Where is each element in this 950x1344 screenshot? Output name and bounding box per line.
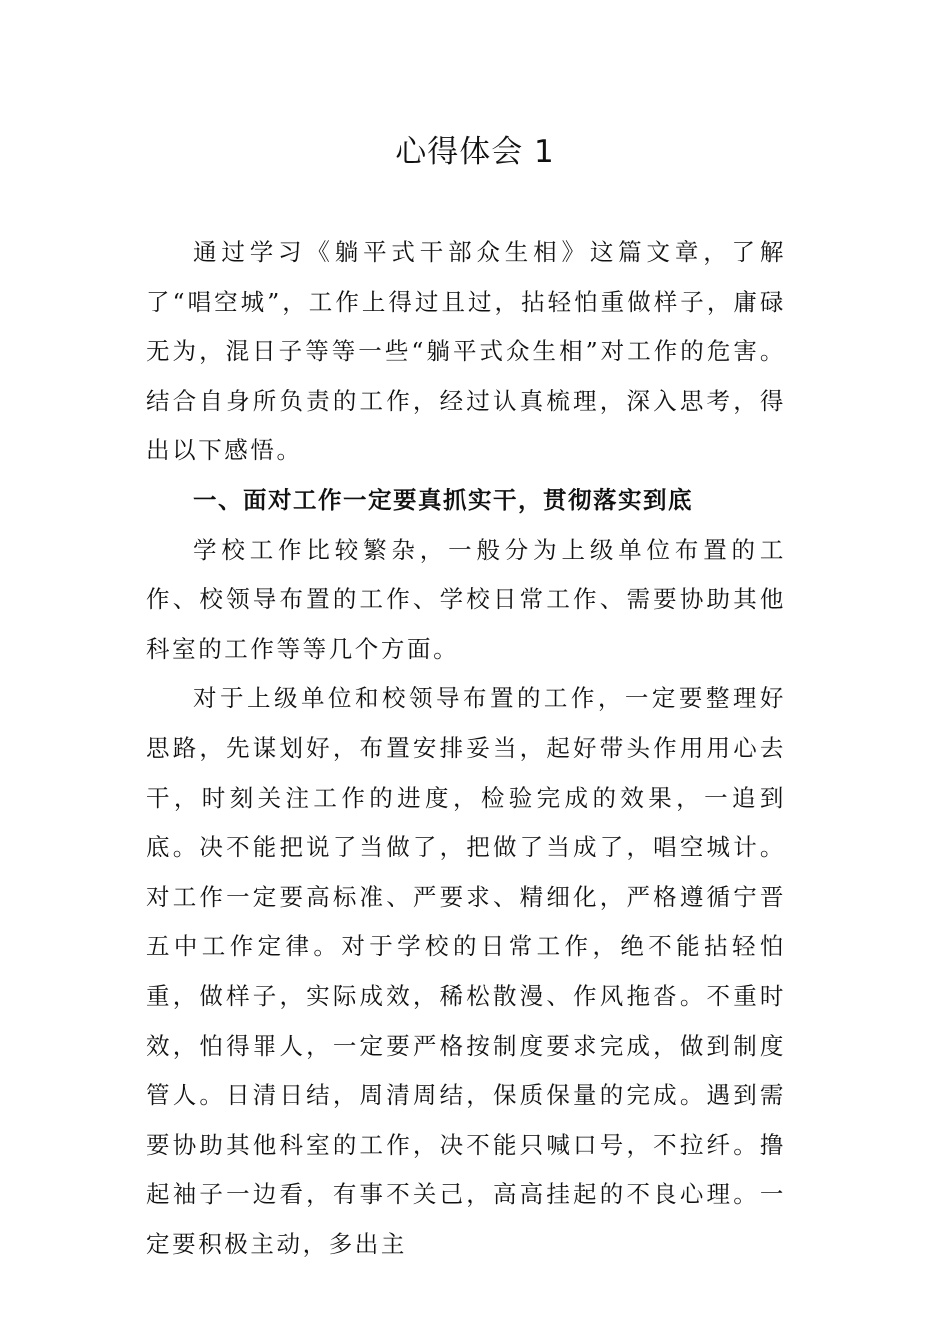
section-heading-1: 一、面对工作一定要真抓实干，贯彻落实到底 [193,485,693,514]
paragraph-intro: 通过学习《躺平式干部众生相》这篇文章，了解了“唱空城”，工作上得过且过，拈轻怕重做样子，庸碌无为，混日子等等一些“躺平式众生相”对工作的危害。结合自身所负责的工作，经过认真梳理，深入思考，得出以下感悟。 [146,238,786,465]
document-title: 心得体会 1 [395,134,555,170]
paragraph-work-approach: 对于上级单位和校领导布置的工作，一定要整理好思路，先谋划好，布置安排妥当，起好带头作用用心去干，时刻关注工作的进度，检验完成的效果，一追到底。决不能把说了当做了，把做了当成了，唱空城计。对工作一定要高标准、严要求、精细化，严格遵循宁晋五中工作定律。对于学校的日常工作，绝不能拈轻怕重，做样子，实际成效，稀松散漫、作风拖沓。不重时效，怕得罪人，一定要严格按制度要求完成，做到制度管人。日清日结，周清周结，保质保量的完成。遇到需要协助其他科室的工作，决不能只喊口号，不拉纤。撸起袖子一边看，有事不关己，高高挂起的不良心理。一定要积极主动，多出主 [146,684,786,1258]
paragraph-work-categories: 学校工作比较繁杂，一般分为上级单位布置的工作、校领导布置的工作、学校日常工作、需要协助其他科室的工作等等几个方面。 [146,535,786,663]
document-body [146,228,786,1269]
